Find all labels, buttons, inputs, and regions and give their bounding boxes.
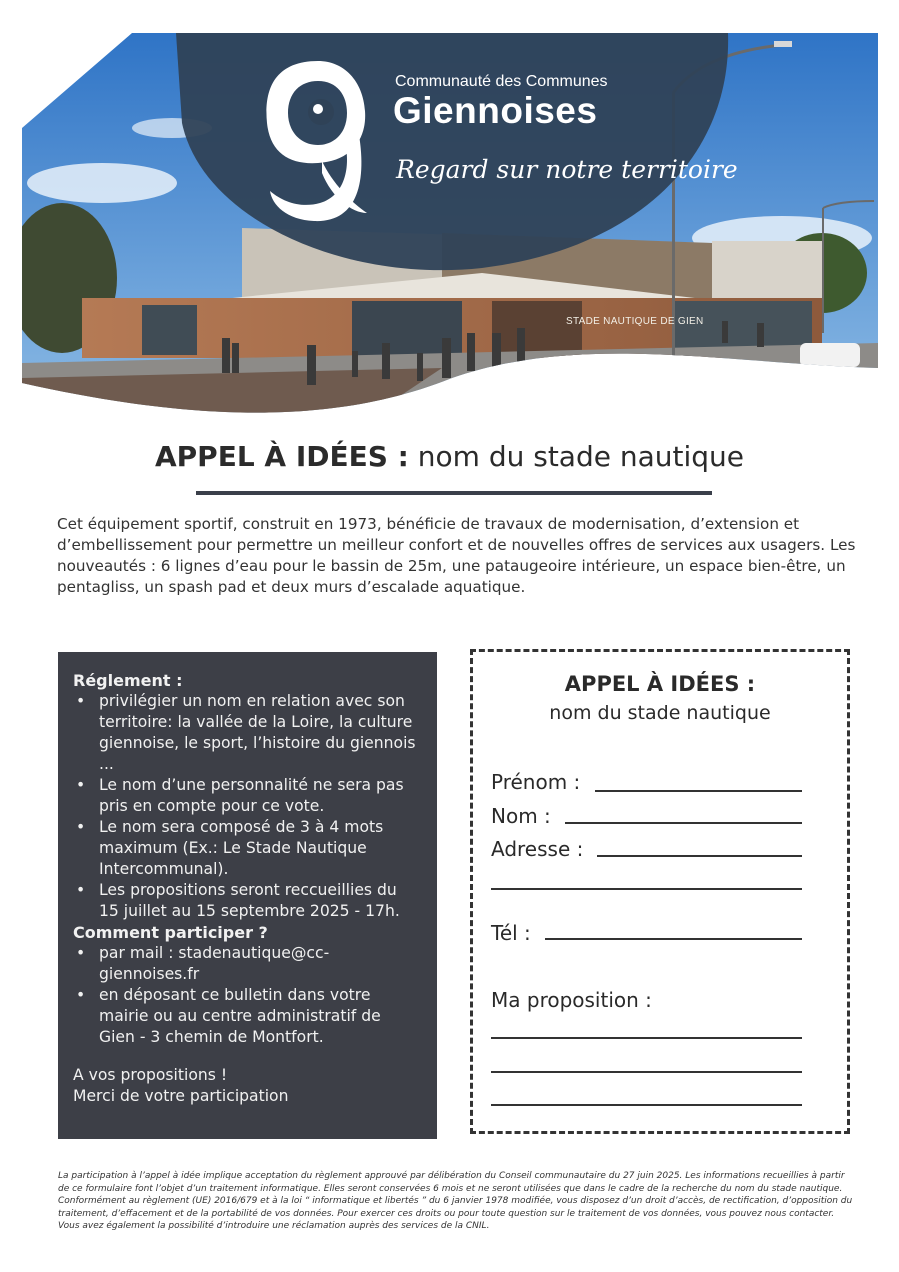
rules-item: • Le nom sera composé de 3 à 4 mots maximum (Ex.: Le Stade Nautique Intercommunal). <box>73 817 421 880</box>
page-title-bold: APPEL À IDÉES : <box>154 440 409 473</box>
lastname-label: Nom : <box>491 804 551 828</box>
entry-form <box>470 649 850 1134</box>
address-field-line-2[interactable] <box>491 888 802 890</box>
firstname-field[interactable] <box>595 790 802 792</box>
proposal-field-line-2[interactable] <box>491 1071 802 1073</box>
page-title-rest: nom du stade nautique <box>408 440 745 473</box>
how-list <box>73 943 421 1048</box>
how-item: • en déposant ce bulletin dans votre mairie ou au centre administratif de Gien - 3 chemin de Montfort. <box>73 985 421 1048</box>
phone-field[interactable] <box>545 938 802 940</box>
how-heading: Comment participer ? <box>73 923 268 942</box>
org-name: Giennoises <box>393 90 598 131</box>
firstname-label: Prénom : <box>491 770 581 794</box>
phone-label: Tél : <box>491 921 531 945</box>
legal-notice: La participation à l’appel à idée implique acceptation du règlement approuvé par délibération du Conseil communautaire du 27 juin 2025. Les informations recueillies à partir de ce formulaire font l’objet d’un traitement informatique. Elles seront conservées 6 mois et ne seront utilisées que dans le cadre de la recherche du nom du stade nautique. Conformément au règlement (UE) 2016/679 et à la loi “ informatique et libertés ” du 6 janvier 1978 modifiée, vous disposez d’un droit d’accès, de rectification, d’opposition du traitement, d’effacement et de la portabilité de vos données. Pour exercer ces droits ou pour toute question sur le traitement de vos données, vous pouvez nous contacter. Vous avez également la possibilité d’introduire une réclamation auprès des services de la CNIL. <box>58 1171 853 1231</box>
address-label: Adresse : <box>491 837 584 861</box>
page-title <box>0 440 899 473</box>
facade-sign: STADE NAUTIQUE DE GIEN <box>566 316 704 327</box>
proposal-label: Ma proposition : <box>491 988 652 1012</box>
form-subtitle: nom du stade nautique <box>549 702 771 724</box>
rules-item: • Le nom d’une personnalité ne sera pas pris en compte pour ce vote. <box>73 775 421 817</box>
how-item: • par mail : stadenautique@cc-giennoises.fr <box>73 943 421 985</box>
rules-list <box>73 691 421 922</box>
form-title: APPEL À IDÉES : <box>564 672 756 696</box>
org-prefix: Communauté des Communes <box>395 73 608 90</box>
proposal-field-line-1[interactable] <box>491 1037 802 1039</box>
rules-heading: Réglement : <box>73 671 183 690</box>
closing-line: A vos propositions ! <box>73 1066 228 1084</box>
rules-item: • privilégier un nom en relation avec son territoire: la vallée de la Loire, la culture giennoise, le sport, l’histoire du giennois ... <box>73 691 421 775</box>
rules-item: • Les propositions seront reccueillies du 15 juillet au 15 septembre 2025 - 17h. <box>73 880 421 922</box>
title-underline <box>196 491 712 495</box>
rules-panel <box>58 652 437 1139</box>
lastname-field[interactable] <box>565 822 802 824</box>
intro-paragraph: Cet équipement sportif, construit en 1973, bénéficie de travaux de modernisation, d’extension et d’embellissement pour permettre un meilleur confort et de nouvelles offres de services aux usagers. Les nouveautés : 6 lignes d’eau pour le bassin de 25m, une pataugeoire intérieure, un espace bien-être, un pentagliss, un spash pad et deux murs d’escalade aquatique. <box>57 515 856 596</box>
address-field[interactable] <box>597 855 802 857</box>
org-tagline: Regard sur notre territoire <box>396 155 738 184</box>
thanks-line: Merci de votre participation <box>73 1087 289 1105</box>
proposal-field-line-3[interactable] <box>491 1104 802 1106</box>
